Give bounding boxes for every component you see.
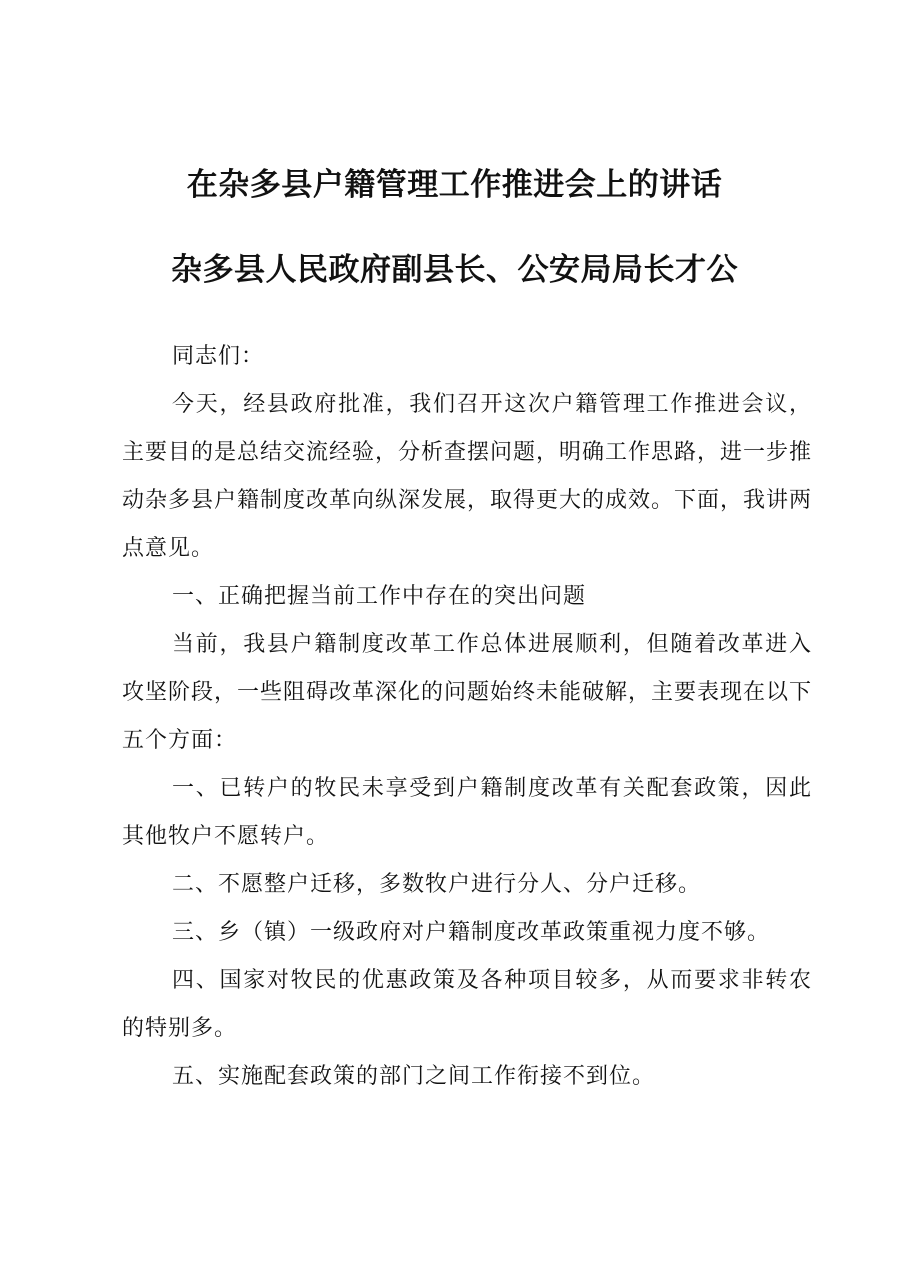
document-subtitle: 杂多县人民政府副县长、公安局局长才公 — [171, 252, 738, 288]
list-item: 三、乡（镇）一级政府对户籍制度改革政策重视力度不够。 — [172, 920, 771, 945]
document-body — [122, 333, 812, 1101]
list-item: 二、不愿整户迁移，多数牧户进行分人、分户迁移。 — [172, 872, 702, 897]
list-item: 一、已转户的牧民未享受到户籍制度改革有关配套政策，因此其他牧户不愿转户。 — [122, 776, 812, 849]
list-item: 四、国家对牧民的优惠政策及各种项目较多，从而要求非转农的特别多。 — [122, 968, 812, 1041]
list-item: 五、实施配套政策的部门之间工作衔接不到位。 — [172, 1064, 656, 1089]
document-title: 在杂多县户籍管理工作推进会上的讲话 — [186, 167, 723, 203]
body-paragraph: 当前，我县户籍制度改革工作总体进展顺利，但随着改革进入攻坚阶段，一些阻碍改革深化的问题始终未能破解，主要表现在以下五个方面： — [122, 632, 813, 753]
greeting-paragraph: 同志们： — [172, 344, 265, 369]
body-paragraph: 今天，经县政府批准，我们召开这次户籍管理工作推进会议，主要目的是总结交流经验，分析查摆问题，明确工作思路，进一步推动杂多县户籍制度改革向纵深发展，取得更大的成效。下面，我讲两点意见。 — [122, 392, 813, 561]
section-heading: 一、正确把握当前工作中存在的突出问题 — [172, 584, 587, 609]
